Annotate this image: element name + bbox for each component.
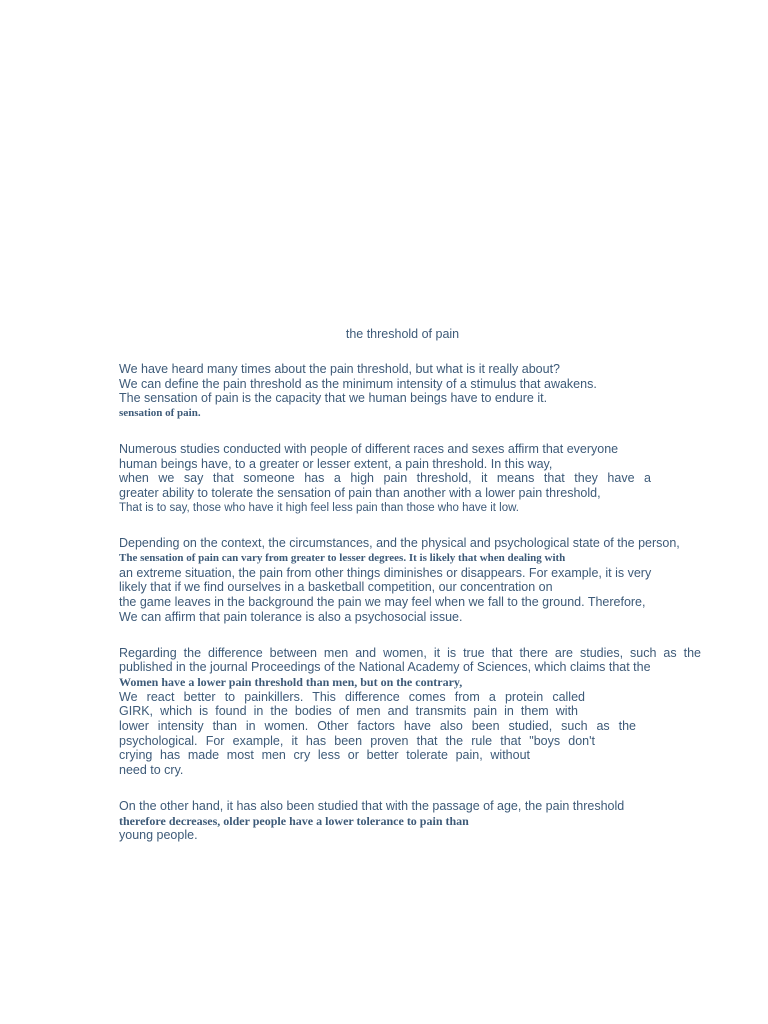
paragraph-2 [119, 442, 709, 516]
paragraph-line: The sensation of pain is the capacity that we human beings have to endure it. [119, 391, 548, 406]
paragraph-line: Numerous studies conducted with people of different races and sexes affirm that everyone [119, 441, 619, 456]
paragraph-line: need to cry. [119, 763, 184, 778]
paragraph-line: the game leaves in the background the pain we may feel when we fall to the ground. Therefore, [119, 595, 646, 610]
paragraph-line: We can define the pain threshold as the minimum intensity of a stimulus that awakens. [119, 376, 597, 391]
paragraph-line: psychological. For example, it has been proven that the rule that "boys don't [119, 733, 595, 748]
paragraph-line: Regarding the difference between men and women, it is true that there are studies, such as the [119, 645, 701, 660]
document-title: the threshold of pain [345, 327, 460, 341]
paragraph-line: likely that if we find ourselves in a basketball competition, our concentration on [119, 580, 553, 595]
paragraph-line: published in the journal Proceedings of the National Academy of Sciences, which claims that the [119, 660, 651, 675]
paragraph-line: an extreme situation, the pain from other things diminishes or disappears. For example, it is very [119, 565, 652, 580]
paragraph-1 [119, 362, 709, 421]
paragraph-line: therefore decreases, older people have a lower tolerance to pain than [119, 813, 469, 828]
paragraph-line: Women have a lower pain threshold than men, but on the contrary, [119, 674, 463, 689]
paragraph-line: sensation of pain. [119, 407, 201, 420]
document-body [119, 362, 709, 864]
paragraph-line: when we say that someone has a high pain threshold, it means that they have a [119, 471, 651, 486]
paragraph-3 [119, 536, 709, 624]
paragraph-line: GIRK, which is found in the bodies of men and transmits pain in them with [119, 704, 578, 719]
paragraph-line: lower intensity than in women. Other factors have also been studied, such as the [119, 719, 636, 734]
paragraph-line: We can affirm that pain tolerance is also a psychosocial issue. [119, 609, 463, 624]
paragraph-line: We have heard many times about the pain threshold, but what is it really about? [119, 362, 560, 376]
paragraph-line: Depending on the context, the circumstances, and the physical and psychological state of the person, [119, 536, 680, 551]
paragraph-line: crying has made most men cry less or better tolerate pain, without [119, 748, 530, 763]
paragraph-line: young people. [119, 828, 198, 843]
paragraph-4 [119, 646, 709, 778]
paragraph-line: On the other hand, it has also been studied that with the passage of age, the pain threshold [119, 798, 625, 813]
paragraph-line: The sensation of pain can vary from greater to lesser degrees. It is likely that when dealing with [119, 552, 566, 565]
paragraph-line: That is to say, those who have it high feel less pain than those who have it low. [119, 501, 519, 514]
paragraph-line: human beings have, to a greater or lesser extent, a pain threshold. In this way, [119, 456, 553, 471]
paragraph-5 [119, 799, 709, 843]
paragraph-line: greater ability to tolerate the sensation of pain than another with a lower pain threshold, [119, 485, 601, 500]
paragraph-line: We react better to painkillers. This difference comes from a protein called [119, 689, 585, 704]
